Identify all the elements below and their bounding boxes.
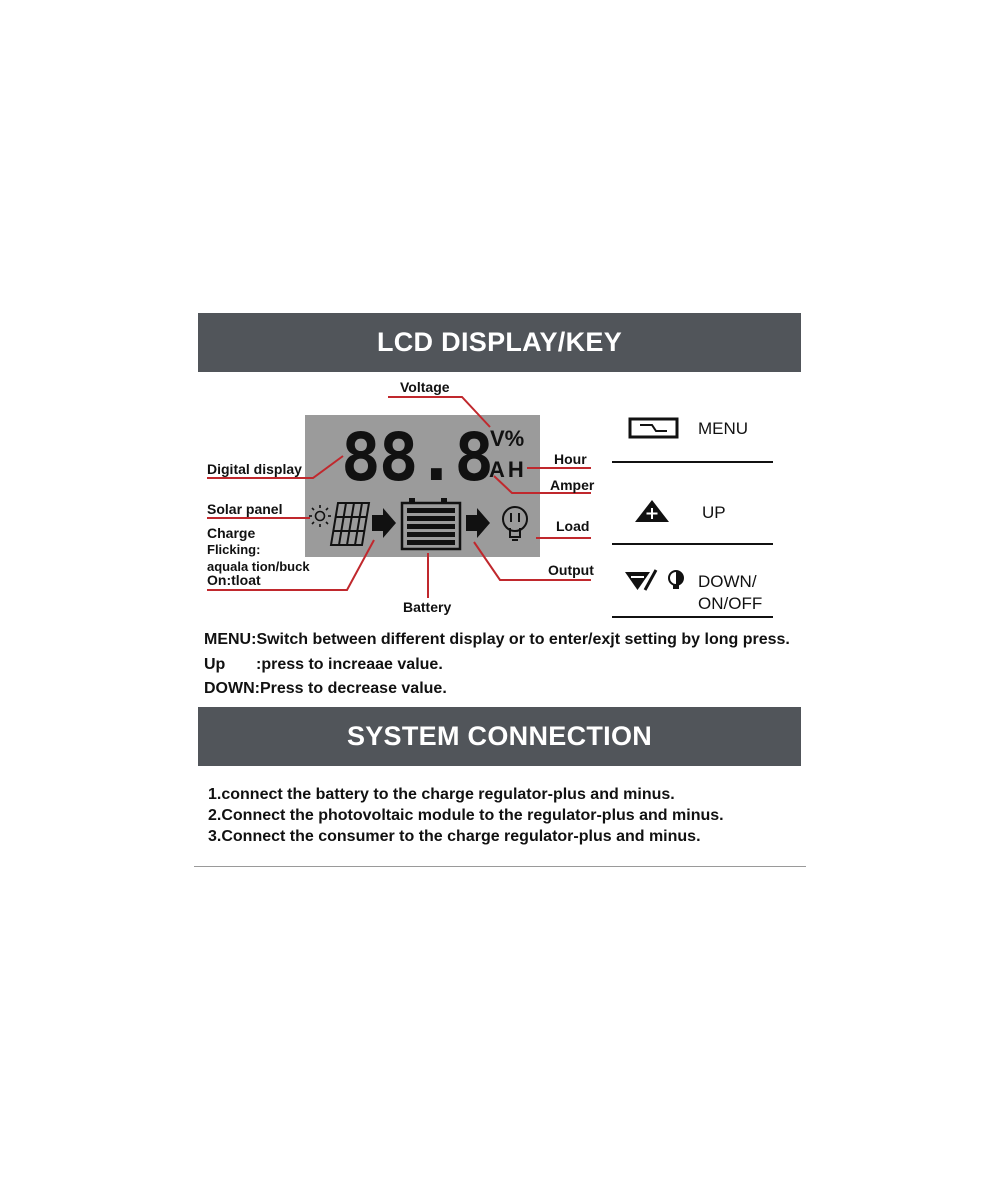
menu-description-text: Switch between different display or to enter/exjt setting by long press. [256, 631, 790, 648]
up-description [204, 656, 443, 674]
label-output: Output [548, 562, 594, 578]
label-hour: Hour [554, 451, 587, 467]
down-key-label-line2: ON/OFF [698, 594, 763, 613]
label-solar-panel: Solar panel [207, 501, 283, 517]
lcd-digits: 88.8 [341, 419, 492, 496]
unit-amp-hour: AH [489, 457, 527, 482]
bottom-divider [194, 866, 806, 867]
label-charge: Charge [207, 525, 256, 541]
menu-key-label: MENU [698, 419, 749, 438]
label-flicking: Flicking: [207, 542, 261, 557]
connection-step: 2.Connect the photovoltaic module to the regulator-plus and minus. [208, 807, 724, 824]
label-amper: Amper [550, 477, 595, 493]
label-digital-display: Digital display [207, 461, 302, 477]
sun-icon [309, 505, 331, 527]
up-description-key: Up [204, 656, 226, 673]
menu-description [204, 631, 790, 649]
menu-description-key: MENU: [204, 631, 257, 648]
key-divider [612, 616, 773, 618]
label-voltage: Voltage [400, 379, 450, 395]
label-equalization: aquala tion/buck [207, 559, 310, 574]
menu-key-icon [630, 419, 677, 437]
down-description [204, 680, 447, 698]
connection-step: 1.connect the battery to the charge regulator-plus and minus. [208, 786, 675, 803]
battery-icon [402, 498, 460, 549]
system-connection-banner [198, 707, 801, 766]
label-float: On:tloat [207, 572, 261, 588]
lcd-section-title: LCD DISPLAY/KEY [376, 327, 623, 357]
load-bulb-icon [503, 507, 527, 540]
label-load: Load [556, 518, 590, 534]
down-key-label-line1: DOWN/ [698, 572, 757, 591]
down-minus-bulb-icon [625, 570, 683, 590]
label-battery: Battery [403, 599, 452, 615]
up-plus-triangle-icon [635, 500, 669, 522]
down-description-text: Press to decrease value. [259, 680, 447, 697]
unit-voltage-percent: V% [490, 426, 525, 451]
up-description-text: :press to increaae value. [256, 656, 443, 673]
key-divider [612, 543, 773, 545]
down-description-key: DOWN: [204, 680, 260, 697]
arrow-right-icon [372, 508, 396, 538]
system-section-title: SYSTEM CONNECTION [346, 721, 653, 751]
leader-voltage [388, 397, 490, 427]
solar-panel-icon [331, 503, 369, 545]
key-divider [612, 461, 773, 463]
up-key-label: UP [702, 503, 726, 522]
connection-step: 3.Connect the consumer to the charge regulator-plus and minus. [208, 828, 701, 845]
arrow-right-icon [466, 508, 490, 538]
